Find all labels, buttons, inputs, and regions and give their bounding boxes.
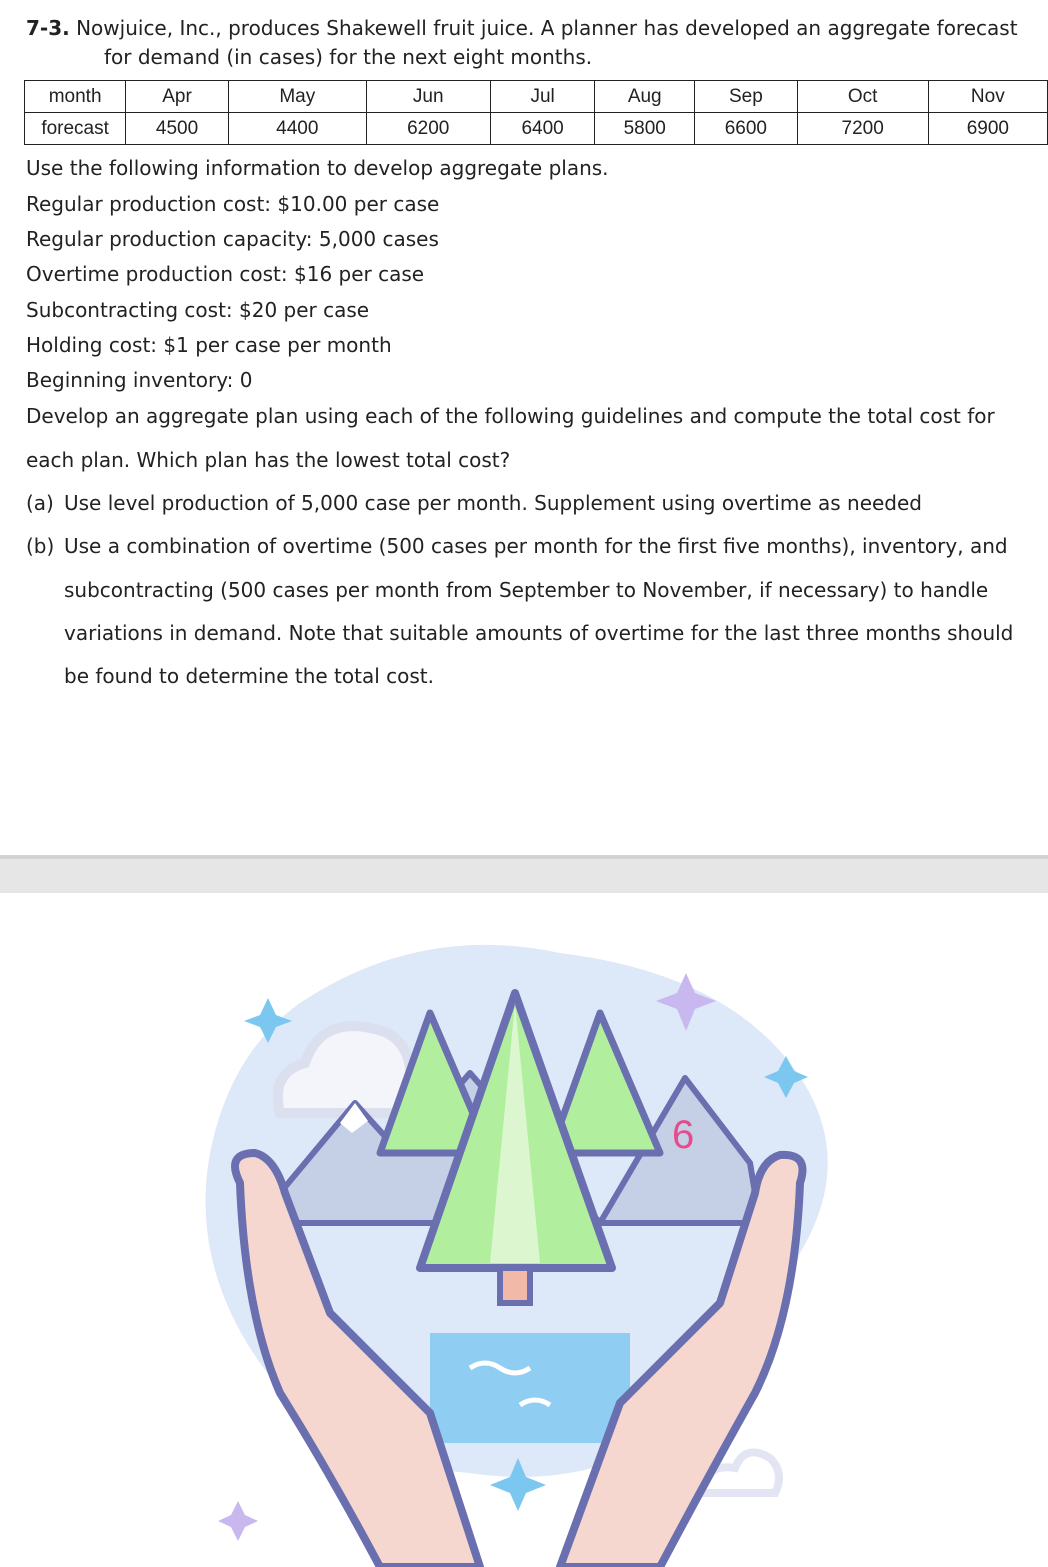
table-row	[25, 113, 1048, 145]
forecast-cell: 6900	[928, 113, 1047, 145]
item-b-tag: (b)	[26, 534, 55, 558]
forecast-cell: 4500	[126, 113, 229, 145]
item-a-tag: (a)	[26, 491, 54, 515]
table-row	[25, 81, 1048, 113]
item-b-text-line2: subcontracting (500 cases per month from September to November, if necessary) to handle	[64, 578, 989, 602]
problem-text-line2: for demand (in cases) for the next eight months.	[104, 45, 593, 69]
month-cell: May	[228, 81, 366, 113]
info-line: Regular production cost: $10.00 per case	[26, 192, 440, 216]
month-cell: Jul	[490, 81, 595, 113]
forecast-cell: 6600	[695, 113, 798, 145]
info-line: Subcontracting cost: $20 per case	[26, 298, 370, 322]
cropped-previous-text	[140, 0, 300, 4]
forecast-cell: 6200	[366, 113, 490, 145]
tree-trunk	[500, 1268, 530, 1303]
month-cell: Sep	[695, 81, 798, 113]
month-cell: Oct	[797, 81, 928, 113]
forecast-cell: 7200	[797, 113, 928, 145]
forecast-cell: 5800	[595, 113, 695, 145]
problem-number: 7-3.	[26, 16, 70, 40]
row-label-month: month	[25, 81, 126, 113]
info-line: Beginning inventory: 0	[26, 368, 253, 392]
question-line2: each plan. Which plan has the lowest total cost?	[26, 448, 511, 472]
item-a-text: Use level production of 5,000 case per month. Supplement using overtime as needed	[64, 491, 922, 515]
page-gap	[0, 859, 1048, 893]
question-line1: Develop an aggregate plan using each of the following guidelines and compute the total cost for	[26, 404, 995, 428]
month-cell: Aug	[595, 81, 695, 113]
info-line: Overtime production cost: $16 per case	[26, 262, 425, 286]
lake	[430, 1333, 630, 1443]
sparkle-icon	[218, 1501, 258, 1541]
forecast-cell: 4400	[228, 113, 366, 145]
item-b-text-line4: be found to determine the total cost.	[64, 664, 434, 688]
info-line: Regular production capacity: 5,000 cases	[26, 227, 439, 251]
problem-text-line1: Nowjuice, Inc., produces Shakewell fruit juice. A planner has developed an aggregate forecast	[76, 16, 1018, 40]
badge-number: 6	[672, 1113, 695, 1157]
month-cell: Nov	[928, 81, 1047, 113]
forecast-table	[24, 80, 1048, 145]
item-b-text-line1: Use a combination of overtime (500 cases per month for the first five months), inventory, and	[64, 534, 1008, 558]
info-line: Holding cost: $1 per case per month	[26, 333, 392, 357]
row-label-forecast: forecast	[25, 113, 126, 145]
month-cell: Jun	[366, 81, 490, 113]
item-b-text-line3: variations in demand. Note that suitable amounts of overtime for the last three months should	[64, 621, 1014, 645]
problem-statement	[26, 14, 1026, 72]
info-intro: Use the following information to develop aggregate plans.	[26, 156, 609, 180]
month-cell: Apr	[126, 81, 229, 113]
forecast-cell: 6400	[490, 113, 595, 145]
hands-holding-forest-icon	[0, 893, 1048, 1567]
